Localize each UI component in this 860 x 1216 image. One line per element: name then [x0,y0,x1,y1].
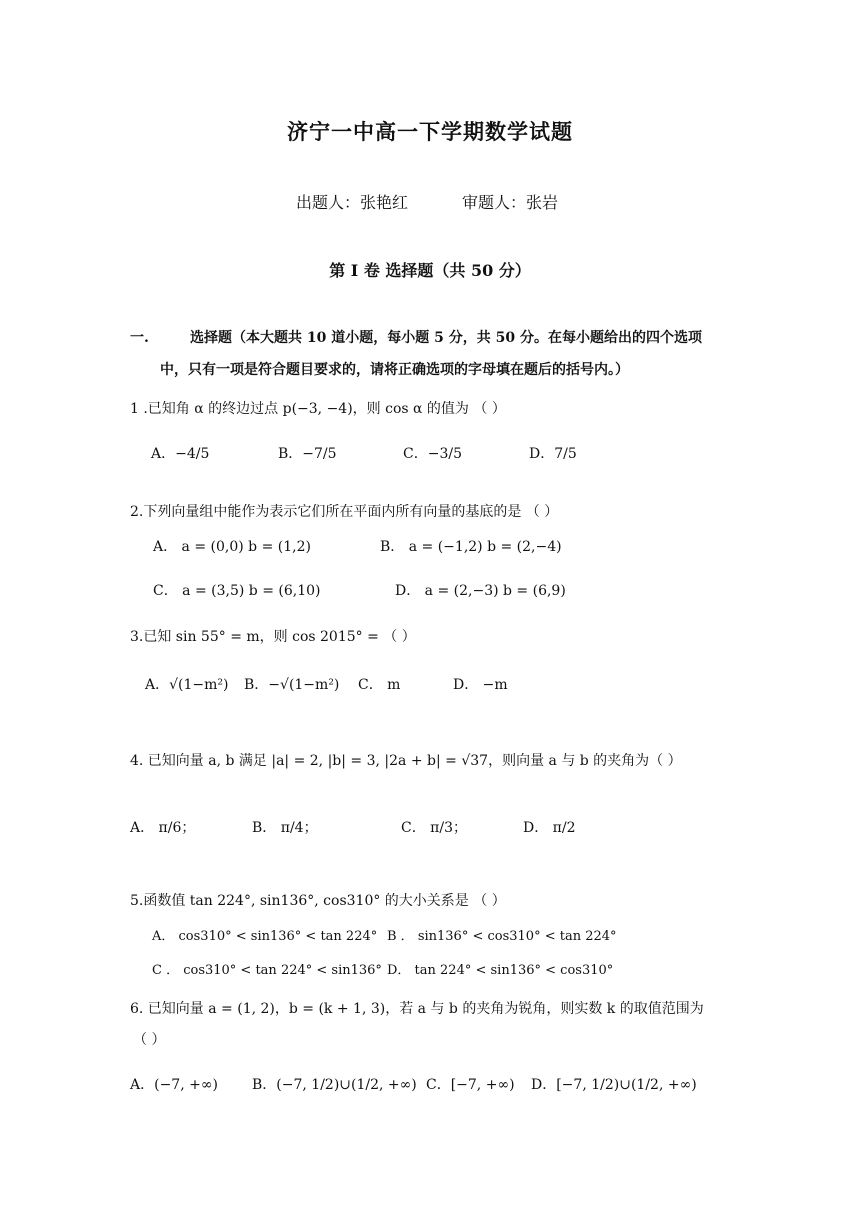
question-2-option-a: A． a = (0,0) b = (1,2) [153,539,311,555]
question-1-option-a: A．−4/5 [151,446,210,462]
question-6-option-c: C．[−7, +∞) [426,1077,515,1093]
question-4-option-d: D． π/2 [523,820,576,836]
section-number: 一. [130,330,149,346]
section-title: 第 I 卷 选择题（共 50 分） [329,261,531,280]
question-3-stem: 3.已知 sin 55° = m，则 cos 2015° = （ ） [130,629,416,645]
author-line: 出题人：张艳红 [296,193,409,212]
question-3-option-b: B．−√(1−m²) [244,677,340,693]
question-2-option-d: D． a = (2,−3) b = (6,9) [395,583,566,599]
question-2-option-c: C． a = (3,5) b = (6,10) [153,583,321,599]
question-6-option-d: D．[−7, 1/2)∪(1/2, +∞) [531,1077,697,1093]
question-5-option-d: D． tan 224° < sin136° < cos310° [387,963,614,978]
page-title: 济宁一中高一下学期数学试题 [287,119,573,144]
question-3-option-c: C． m [358,677,401,693]
question-1-option-c: C．−3/5 [403,446,462,462]
question-4-option-a: A． π/6； [130,820,196,836]
question-3-option-a: A．√(1−m²) [145,677,229,693]
question-5-option-c: C ． cos310° < tan 224° < sin136° [152,963,382,978]
question-5-option-b: B ． sin136° < cos310° < tan 224° [387,929,617,944]
question-5-stem: 5.函数值 tan 224°, sin136°, cos310° 的大小关系是 （ ） [130,893,506,909]
question-1-option-d: D．7/5 [529,446,577,462]
question-4-option-b: B． π/4； [252,820,318,836]
instruction-line-2: 中，只有一项是符合题目要求的，请将正确选项的字母填在题后的括号内。） [160,362,629,378]
question-4-stem: 4. 已知向量 a, b 满足 |a| = 2, |b| = 3, |2a + b| = √37，则向量 a 与 b 的夹角为（ ） [130,753,682,769]
question-6-option-a: A．(−7, +∞) [130,1077,218,1093]
question-2-option-b: B． a = (−1,2) b = (2,−4) [380,539,562,555]
question-2-stem: 2.下列向量组中能作为表示它们所在平面内所有向量的基底的是 （ ） [130,504,559,520]
question-1-option-b: B．−7/5 [278,446,337,462]
instruction-line-1: 选择题（本大题共 10 道小题，每小题 5 分，共 50 分。在每小题给出的四个选项 [190,330,702,346]
question-1-stem: 1 .已知角 α 的终边过点 p(−3, −4)，则 cos α 的值为 （ ） [130,401,506,417]
question-3-option-d: D． −m [453,677,508,693]
question-5-option-a: A． cos310° < sin136° < tan 224° [152,929,378,944]
reviewer-line: 审题人：张岩 [462,193,559,212]
question-6-stem-tail: （ ） [133,1032,166,1048]
question-6-stem: 6. 已知向量 a = (1, 2)，b = (k + 1, 3)，若 a 与 b 的夹角为锐角，则实数 k 的取值范围为 [130,1001,704,1017]
question-6-option-b: B．(−7, 1/2)∪(1/2, +∞) [252,1077,417,1093]
question-4-option-c: C． π/3； [401,820,467,836]
